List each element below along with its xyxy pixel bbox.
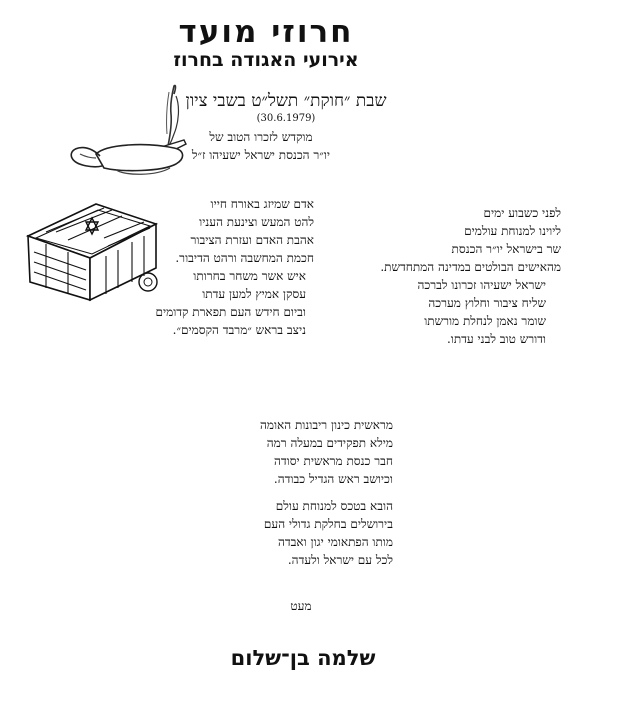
poem-line: לפני כשבוע ימים bbox=[483, 206, 561, 220]
poem-line: עסקן אמיץ למען עדתו bbox=[202, 287, 306, 301]
poem-line: ליוינו למנוחת עולמים bbox=[464, 224, 561, 238]
poem-line: לכל עם ישראל ולעדה. bbox=[287, 553, 393, 567]
page-title: חרוזי מועד bbox=[178, 14, 354, 50]
dedication-line: יו״ר הכנסת ישראל ישעיהו ז״ל bbox=[191, 148, 331, 162]
poem-line: חבר כנסת מראשית יסודה bbox=[273, 454, 393, 468]
gregorian-date: (30.6.1979) bbox=[256, 113, 316, 124]
poem-line: מהאישים הבולטים במדינה המתחדשת. bbox=[380, 260, 561, 274]
poem-stanza bbox=[361, 204, 561, 276]
poem-line: הובא בטכס למנוחת עולם bbox=[275, 499, 393, 513]
poem-stanza bbox=[126, 267, 306, 339]
poem-line: ניצב בראש ״מרבד הקסמים״. bbox=[172, 323, 306, 337]
poem-line: חכמת המחשבה ורהט הדיבור. bbox=[175, 251, 314, 265]
author-signature: שלמה בן־שלום bbox=[230, 646, 376, 670]
poem-line: מותו הפתאומי יגון ואבדה bbox=[277, 535, 393, 549]
poem-line: בירושלים בחלקת גדולי העם bbox=[263, 517, 393, 531]
poem-line: מראשית כינון ריבונות האומה bbox=[259, 418, 393, 432]
poem-line: שר בישראל יו״ר הכנסת bbox=[451, 242, 561, 256]
from-label: מעט bbox=[290, 599, 312, 613]
parasha-heading: שבת ״חוקת״ תשל״ט בשבי ציון bbox=[185, 91, 387, 111]
poem-line: שליח ציבור וחלוץ מערכה bbox=[428, 296, 546, 310]
dedication bbox=[136, 128, 386, 164]
poem-line: מילא תפקידים במעלה רמה bbox=[266, 436, 393, 450]
poem-line: ודורש טוב לבני עדתו. bbox=[446, 332, 546, 346]
poem-stanza bbox=[134, 195, 314, 267]
poem-line: להט המעש וצינעת העניו bbox=[199, 215, 314, 229]
poem-line: שומר נאמן לנחלת מורשתו bbox=[424, 314, 546, 328]
poem-line: ישראל ישעיהו זכרונו לברכה bbox=[417, 278, 546, 292]
poem-stanza bbox=[213, 416, 393, 488]
poem-line: וביום חידש העם תפארת קדומים bbox=[155, 305, 306, 319]
poem-line: וכיושב ראש הגדיל כבודה. bbox=[273, 472, 393, 486]
poem-stanza bbox=[213, 497, 393, 569]
poem-line: אהבת האדם ועזרת הציבור bbox=[190, 233, 314, 247]
poem-line: איש אשר משחר בחרותו bbox=[193, 269, 306, 283]
poem-stanza bbox=[366, 276, 546, 348]
page-subtitle: אירועי האגודה בחרוז bbox=[173, 49, 359, 71]
poem-line: אדם שמיזג באורח חייו bbox=[210, 197, 314, 211]
dedication-line: מוקדש לזכרו הטוב של bbox=[209, 130, 313, 144]
